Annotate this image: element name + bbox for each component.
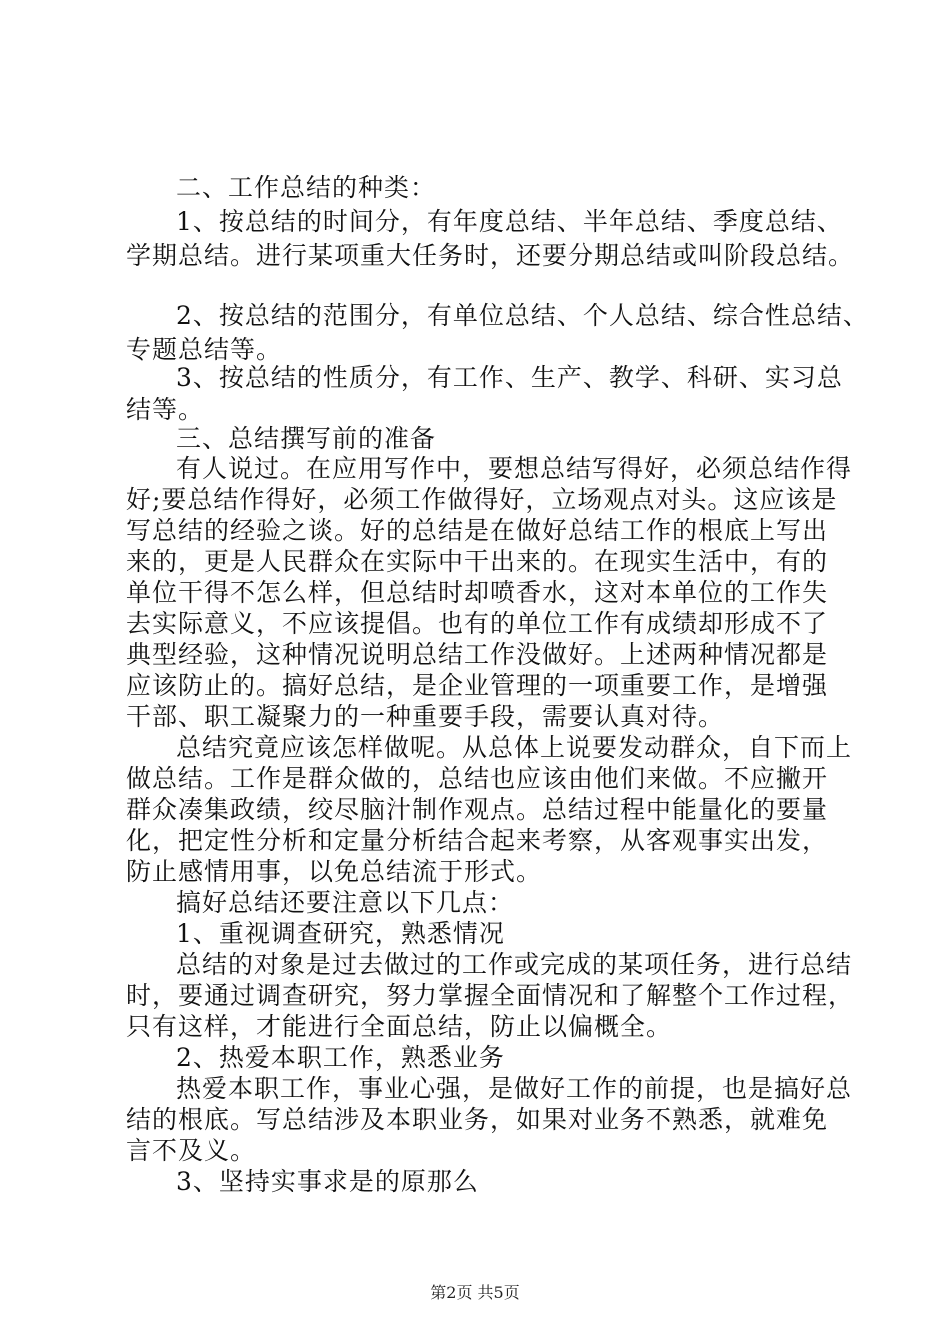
section-heading-preparation: 三、总结撰写前的准备	[176, 424, 437, 453]
paragraph-line: 热爱本职工作，事业心强，是做好工作的前提，也是搞好总	[176, 1074, 853, 1103]
paragraph-line: 言不及义。	[126, 1136, 257, 1165]
paragraph-line: 1、按总结的时间分，有年度总结、半年总结、季度总结、	[176, 207, 843, 236]
paragraph-line: 干部、职工凝聚力的一种重要手段，需要认真对待。	[126, 702, 725, 731]
paragraph-line: 总结的对象是过去做过的工作或完成的某项任务，进行总结	[176, 950, 853, 979]
paragraph-line: 学期总结。进行某项重大任务时，还要分期总结或叫阶段总结。	[126, 241, 855, 270]
paragraph-line: 2、按总结的范围分，有单位总结、个人总结、综合性总结、	[176, 301, 869, 330]
paragraph-line: 专题总结等。	[126, 335, 283, 364]
page-number: 第2页 共5页	[430, 1283, 520, 1302]
paragraph-line: 群众凑集政绩，绞尽脑汁制作观点。总结过程中能量化的要量	[126, 795, 829, 824]
paragraph-line: 搞好总结还要注意以下几点：	[176, 888, 515, 917]
paragraph-line: 去实际意义，不应该提倡。也有的单位工作有成绩却形成不了	[126, 609, 829, 638]
paragraph-line: 来的，更是人民群众在实际中干出来的。在现实生活中，有的	[126, 547, 829, 576]
paragraph-line: 好;要总结作得好，必须工作做得好，立场观点对头。这应该是	[126, 485, 838, 514]
section-heading-types: 二、工作总结的种类：	[176, 173, 437, 202]
list-heading: 1、重视调查研究，熟悉情况	[176, 919, 505, 948]
paragraph-line: 结的根底。写总结涉及本职业务，如果对业务不熟悉，就难免	[126, 1105, 829, 1134]
paragraph-line: 典型经验，这种情况说明总结工作没做好。上述两种情况都是	[126, 640, 829, 669]
list-heading: 3、坚持实事求是的原那么	[176, 1167, 479, 1196]
paragraph-line: 防止感情用事，以免总结流于形式。	[126, 857, 543, 886]
paragraph-line: 3、按总结的性质分，有工作、生产、教学、科研、实习总	[176, 363, 843, 392]
paragraph-line: 化，把定性分析和定量分析结合起来考察，从客观事实出发，	[126, 826, 829, 855]
paragraph-line: 时，要通过调查研究，努力掌握全面情况和了解整个工作过程，	[126, 981, 855, 1010]
paragraph-line: 应该防止的。搞好总结，是企业管理的一项重要工作，是增强	[126, 671, 829, 700]
paragraph-line: 单位干得不怎么样，但总结时却喷香水，这对本单位的工作失	[126, 578, 829, 607]
list-heading: 2、热爱本职工作，熟悉业务	[176, 1043, 505, 1072]
paragraph-line: 写总结的经验之谈。好的总结是在做好总结工作的根底上写出	[126, 516, 829, 545]
paragraph-line: 结等。	[126, 395, 205, 424]
paragraph-line: 只有这样，才能进行全面总结，防止以偏概全。	[126, 1012, 673, 1041]
paragraph-line: 做总结。工作是群众做的，总结也应该由他们来做。不应撇开	[126, 764, 829, 793]
paragraph-line: 有人说过。在应用写作中，要想总结写得好，必须总结作得	[176, 454, 853, 483]
paragraph-line: 总结究竟应该怎样做呢。从总体上说要发动群众，自下而上	[176, 733, 853, 762]
